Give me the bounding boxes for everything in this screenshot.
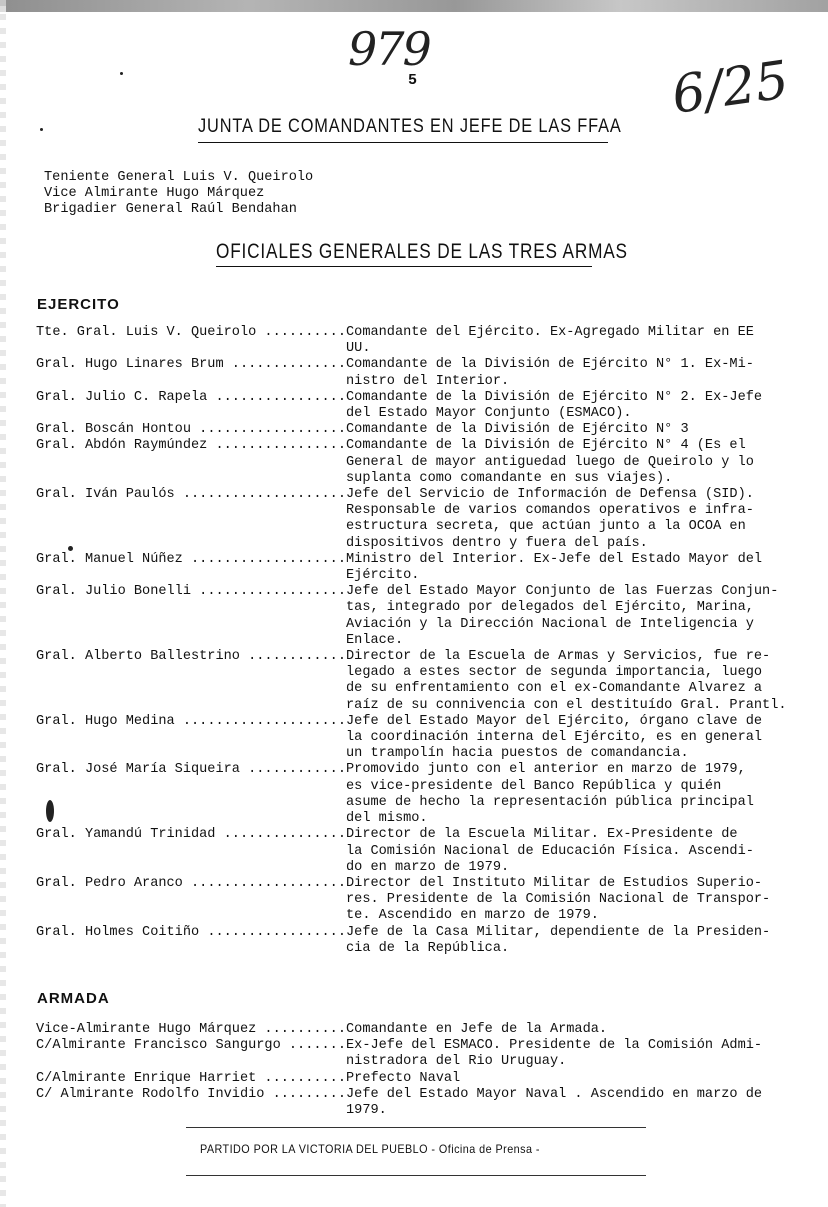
footer-rule-bottom <box>186 1175 646 1176</box>
main-heading: JUNTA DE COMANDANTES EN JEFE DE LAS FFAA <box>198 116 622 137</box>
officer-description: Director de la Escuela de Armas y Servicios, fue re- legado a estes sector de segunda importancia, luego de su enfrentamiento con el ex-Comandante Alvarez a raíz de su connivencia con el destituído Gral. Prantl. <box>346 649 787 713</box>
officer-description: Jefe del Estado Mayor Naval . Ascendido en marzo de 1979. <box>346 1086 763 1119</box>
officer-description: Comandante de la División de Ejército N° 1. Ex-Mi- nistro del Interior. <box>346 357 754 389</box>
officer-name: Gral. Boscán Hontou ..... <box>36 422 346 438</box>
officer-row <box>36 325 826 357</box>
officer-description: Jefe del Servicio de Información de Defensa (SID). Responsable de varios comandos operativos e infra- estructura secreta, que actúan junto a la OCOA en dispositivos dentro y fuera del país. <box>346 487 754 551</box>
officer-name: Gral. Iván Paulós ..... <box>36 487 346 503</box>
officer-name: Gral. Holmes Coitiño ..... <box>36 925 346 941</box>
section-title-armada: ARMADA <box>37 990 110 1007</box>
officer-row <box>36 649 826 714</box>
officer-description: Comandante del Ejército. Ex-Agregado Militar en EE UU. <box>346 325 754 357</box>
officer-description: Director de la Escuela Militar. Ex-Presidente de la Comisión Nacional de Educación Física. Ascendi- do en marzo de 1979. <box>346 827 754 875</box>
officer-description: Director del Instituto Militar de Estudios Superio- res. Presidente de la Comisión Nacional de Transpor- te. Ascendido en marzo de 1979. <box>346 875 771 924</box>
officer-description: Promovido junto con el anterior en marzo de 1979, es vice-presidente del Banco República y quién asume de hecho la representación pública principal del mismo. <box>346 762 754 827</box>
footer-text: PARTIDO POR LA VICTORIA DEL PUEBLO - Oficina de Prensa - <box>200 1142 540 1156</box>
officer-description: Comandante de la División de Ejército N° 2. Ex-Jefe del Estado Mayor Conjunto (ESMACO). <box>346 389 763 422</box>
scan-speck <box>46 800 54 822</box>
officer-name: Gral. Yamandú Trinidad ..... <box>36 827 346 843</box>
officer-name: Tte. Gral. Luis V. Queirolo ..... <box>36 325 346 341</box>
officer-name: Gral. Julio Bonelli ..... <box>36 584 346 600</box>
commander-item: Vice Almirante Hugo Márquez <box>44 186 265 201</box>
scan-left-edge <box>0 0 6 1207</box>
sub-heading-underline <box>216 266 592 267</box>
commander-item: Brigadier General Raúl Bendahan <box>44 202 297 217</box>
officer-row <box>36 1071 826 1087</box>
main-heading-underline <box>198 142 608 143</box>
officer-row <box>36 1038 826 1070</box>
officer-description: Prefecto Naval <box>346 1070 461 1086</box>
footer-rule-top <box>186 1127 646 1128</box>
officer-row <box>36 876 826 925</box>
officer-name: Gral. Julio C. Rapela ..... <box>36 390 346 406</box>
officer-description: Jefe del Estado Mayor Conjunto de las Fuerzas Conjun- tas, integrado por delegados del Ejército, Marina, Aviación y la Dirección Nacional de Inteligencia y Enlace. <box>346 584 779 648</box>
officer-table-ejercito <box>36 325 826 957</box>
officer-description: Ex-Jefe del ESMACO. Presidente de la Comisión Admi- nistradora del Rio Uruguay. <box>346 1038 763 1070</box>
officer-row <box>36 552 826 584</box>
handwritten-reference: 6/25 <box>668 50 793 126</box>
officer-name: Gral. Pedro Aranco ..... <box>36 876 346 892</box>
scan-speck <box>120 72 123 75</box>
scan-speck <box>68 546 73 551</box>
officer-name: Gral. Alberto Ballestrino ..... <box>36 649 346 665</box>
officer-description: Comandante de la División de Ejército N° 4 (Es el General de mayor antiguedad luego de Queirolo y lo suplanta como comandante en sus viajes). <box>346 438 754 486</box>
scan-speck <box>40 128 43 131</box>
sub-heading: OFICIALES GENERALES DE LAS TRES ARMAS <box>216 240 628 263</box>
officer-name: Vice-Almirante Hugo Márquez ..... <box>36 1022 346 1038</box>
officer-name: Gral. Manuel Núñez ..... <box>36 552 346 568</box>
officer-description: Jefe de la Casa Militar, dependiente de la Presiden- cia de la República. <box>346 924 771 956</box>
officer-table-armada <box>36 1022 826 1119</box>
officer-row <box>36 390 826 422</box>
officer-row <box>36 422 826 438</box>
section-title-ejercito: EJERCITO <box>37 296 120 313</box>
officer-row <box>36 714 826 763</box>
officer-description: Ministro del Interior. Ex-Jefe del Estado Mayor del Ejército. <box>346 551 763 584</box>
officer-description: Jefe del Estado Mayor del Ejército, órgano clave de la coordinación interna del Ejército, es en general un trampolín hacia puestos de comandancia. <box>346 713 763 762</box>
commander-item: Teniente General Luis V. Queirolo <box>44 170 314 185</box>
officer-row <box>36 487 826 552</box>
officer-row <box>36 827 826 876</box>
handwritten-number: 979 <box>348 22 430 76</box>
officer-name: C/Almirante Enrique Harriet ..... <box>36 1071 346 1087</box>
officer-row <box>36 925 826 957</box>
officer-description: Comandante en Jefe de la Armada. <box>346 1022 608 1037</box>
officer-row <box>36 762 826 827</box>
page-number: 5 <box>408 72 418 89</box>
scan-top-edge <box>0 0 828 12</box>
officer-row <box>36 584 826 649</box>
officer-name: Gral. Hugo Linares Brum ..... <box>36 357 346 373</box>
officer-row <box>36 1022 826 1038</box>
officer-row <box>36 357 826 389</box>
officer-row <box>36 438 826 487</box>
officer-name: Gral. José María Siqueira ..... <box>36 762 346 778</box>
officer-name: C/Almirante Francisco Sangurgo ..... <box>36 1038 346 1054</box>
officer-name: C/ Almirante Rodolfo Invidio ..... <box>36 1087 346 1103</box>
officer-name: Gral. Hugo Medina ..... <box>36 714 346 730</box>
officer-name: Gral. Abdón Raymúndez ..... <box>36 438 346 454</box>
commander-list <box>44 170 313 218</box>
officer-row <box>36 1087 826 1119</box>
officer-description: Comandante de la División de Ejército N° 3 <box>346 422 689 438</box>
